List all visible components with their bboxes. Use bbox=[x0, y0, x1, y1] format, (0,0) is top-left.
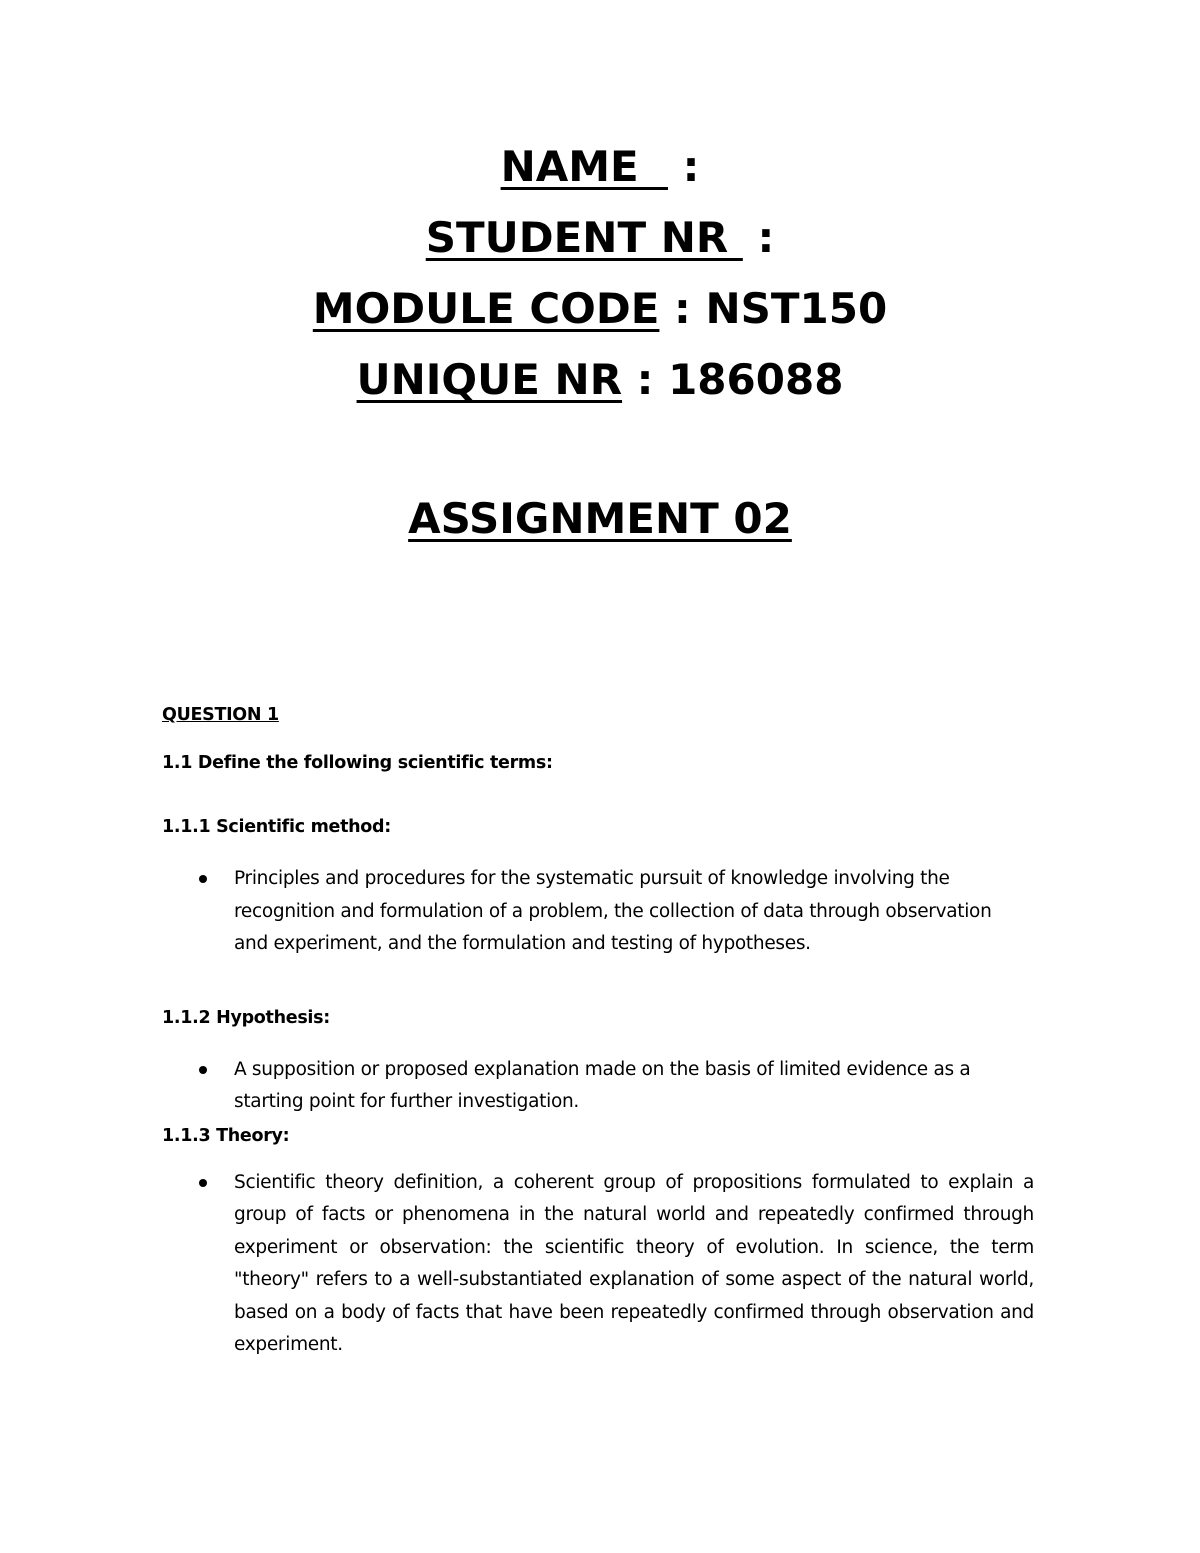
name-label: NAME bbox=[500, 142, 668, 191]
question-intro: 1.1 Define the following scientific terms: bbox=[162, 753, 553, 773]
module-code-label: MODULE CODE bbox=[312, 284, 660, 333]
module-code-value: : NST150 bbox=[659, 284, 888, 333]
term-heading-scientific-method: 1.1.1 Scientific method: bbox=[162, 817, 391, 837]
question-section bbox=[162, 700, 1042, 1362]
term-definition: Principles and procedures for the systematic pursuit of knowledge involving the recognition and formulation of a problem, the collection of data through observation and experiment, and the formulation and testing of hypotheses. bbox=[234, 868, 992, 954]
assignment-title: ASSIGNMENT 02 bbox=[408, 494, 792, 543]
unique-nr-value: : 186088 bbox=[622, 355, 844, 404]
term-heading-theory: 1.1.3 Theory: bbox=[162, 1125, 290, 1146]
assignment-title-block bbox=[0, 490, 1200, 548]
name-line bbox=[0, 138, 1200, 209]
list-item bbox=[162, 1054, 1010, 1119]
term-definition: Scientific theory definition, a coherent group of propositions formulated to explain a group of facts or phenomena in the natural world and repeatedly confirmed through experiment or observation: the scientific theory of evolution. In science, the term "theory" refers to a well-substantiated explanation of some aspect of the natural world, based on a body of facts that have been repeatedly confirmed through observation and experiment. bbox=[234, 1171, 1034, 1355]
question-heading: QUESTION 1 bbox=[162, 705, 279, 725]
list-item bbox=[162, 1167, 1034, 1362]
bullet-icon bbox=[199, 875, 207, 883]
cover-block bbox=[0, 138, 1200, 422]
unique-nr-line bbox=[0, 351, 1200, 422]
bullet-icon bbox=[199, 1179, 207, 1187]
unique-nr-label: UNIQUE NR bbox=[356, 355, 623, 404]
term-heading-hypothesis: 1.1.2 Hypothesis: bbox=[162, 1007, 330, 1028]
student-nr-label: STUDENT NR bbox=[425, 213, 743, 262]
student-nr-line bbox=[0, 209, 1200, 280]
name-colon: : bbox=[667, 142, 700, 191]
module-code-line bbox=[0, 280, 1200, 351]
list-item bbox=[162, 863, 1002, 961]
student-nr-colon: : bbox=[742, 213, 775, 262]
term-definition: A supposition or proposed explanation made on the basis of limited evidence as a starting point for further investigation. bbox=[234, 1058, 971, 1112]
bullet-icon bbox=[199, 1066, 207, 1074]
